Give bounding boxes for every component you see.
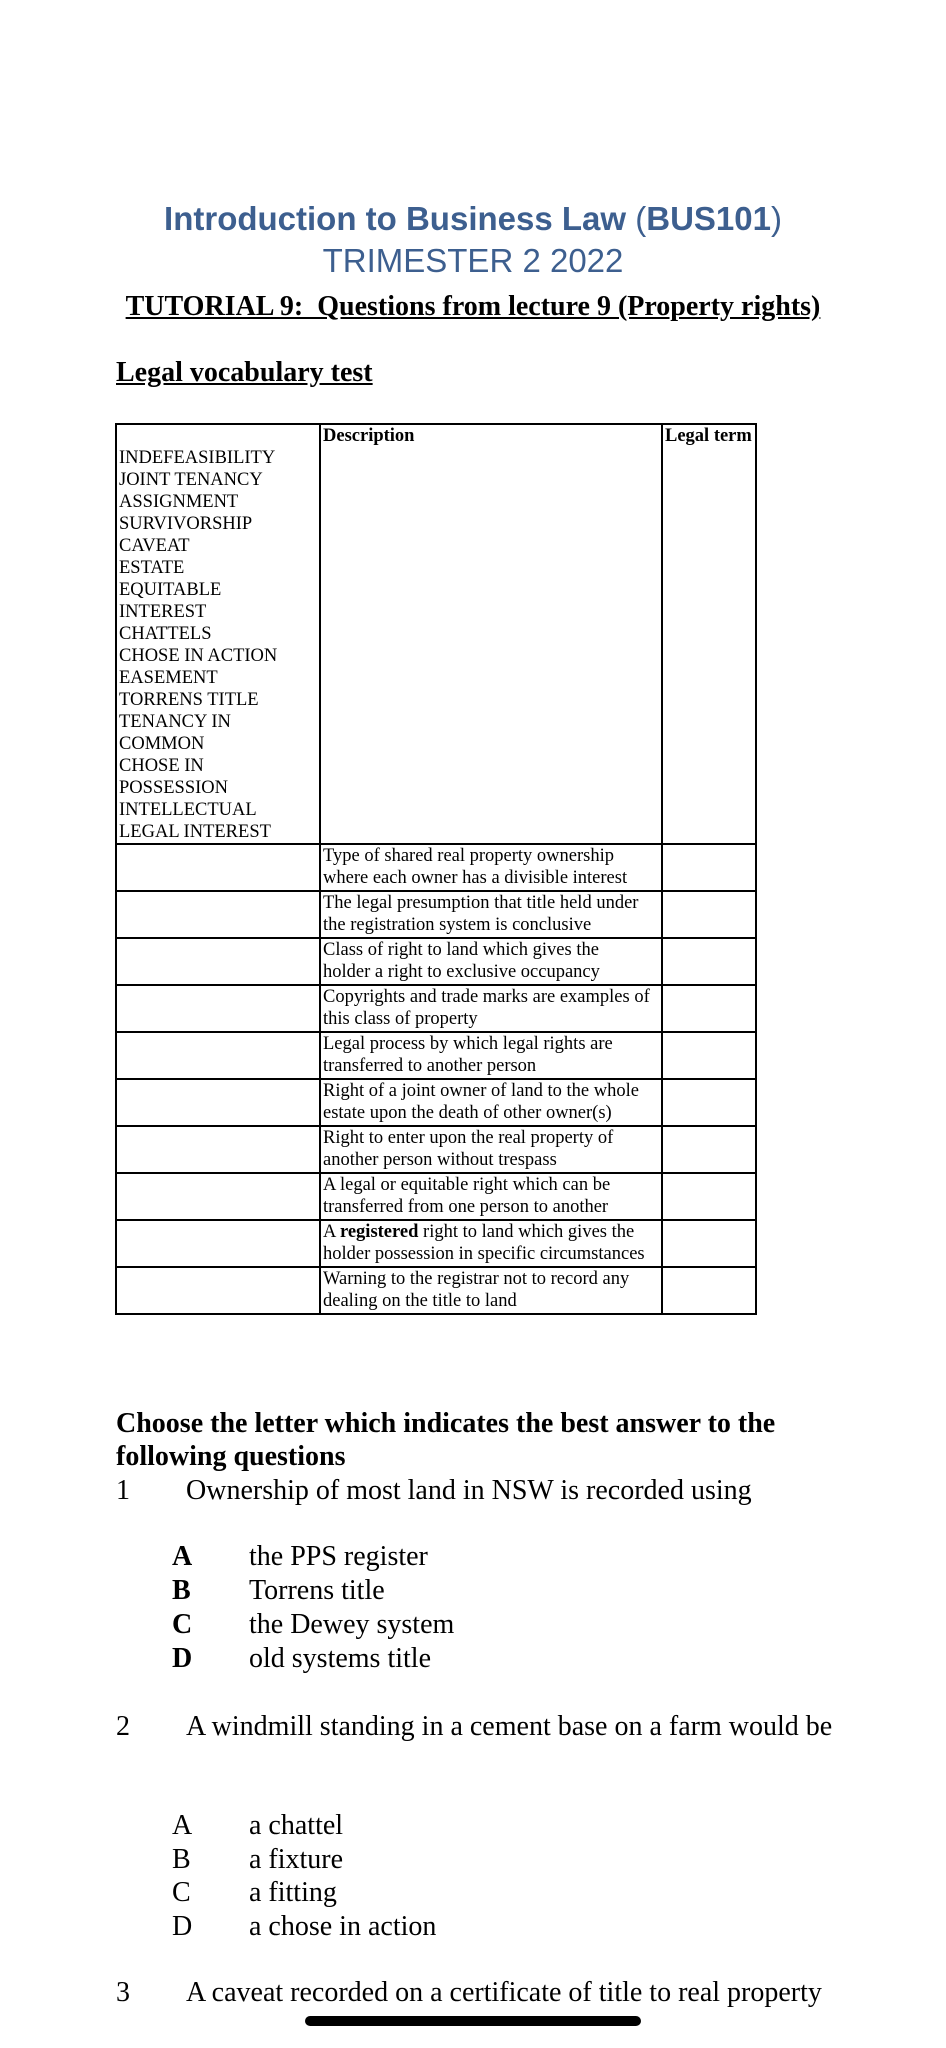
blank-cell[interactable] — [116, 1079, 320, 1126]
question-text: Ownership of most land in NSW is recorded using — [186, 1475, 752, 1506]
option-text: a chose in action — [249, 1911, 437, 1942]
description-cell — [320, 1079, 662, 1126]
option-a[interactable] — [172, 1809, 343, 1843]
term-item: CHOSE IN ACTION — [119, 646, 278, 666]
description-line: this class of property — [323, 1009, 478, 1029]
blank-cell[interactable] — [116, 985, 320, 1032]
option-letter: A — [172, 1810, 193, 1841]
option-b[interactable] — [172, 1574, 385, 1608]
description-line: Copyrights and trade marks are examples of — [323, 987, 650, 1007]
term-item: TORRENS TITLE — [119, 690, 259, 710]
question-3 — [116, 1976, 836, 2010]
course-name: Introduction to Business Law — [164, 200, 627, 237]
term-item: POSSESSION — [119, 778, 228, 798]
section-title: Legal vocabulary test — [116, 357, 373, 388]
legal-term-cell[interactable] — [662, 1267, 756, 1314]
home-indicator[interactable] — [305, 2016, 641, 2026]
term-item: ESTATE — [119, 558, 185, 578]
option-letter: B — [172, 1844, 191, 1875]
trimester: TRIMESTER 2 2022 — [322, 242, 624, 279]
description-cell — [320, 938, 662, 985]
option-a[interactable] — [172, 1540, 428, 1574]
paren-open: ( — [635, 200, 647, 237]
option-letter: D — [172, 1911, 193, 1942]
option-text: the PPS register — [249, 1541, 428, 1572]
description-line: the registration system is conclusive — [323, 915, 592, 935]
description-line: A legal or equitable right which can be — [323, 1175, 611, 1195]
description-cell — [320, 1173, 662, 1220]
description-line: transferred from one person to another — [323, 1197, 609, 1217]
blank-cell[interactable] — [116, 844, 320, 891]
vocab-table — [115, 423, 757, 1315]
description-header: Description — [320, 424, 662, 844]
description-cell — [320, 1032, 662, 1079]
term-item: INDEFEASIBILITY — [119, 448, 276, 468]
table-row — [116, 985, 756, 1032]
blank-cell[interactable] — [116, 1126, 320, 1173]
description-cell — [320, 985, 662, 1032]
registered-emphasis: registered — [339, 1222, 419, 1242]
description-line: another person without trespass — [323, 1150, 557, 1170]
blank-cell[interactable] — [116, 1032, 320, 1079]
option-text: a fixture — [249, 1844, 344, 1875]
table-row — [116, 938, 756, 985]
option-letter: C — [172, 1877, 191, 1908]
legal-term-cell[interactable] — [662, 891, 756, 938]
blank-cell[interactable] — [116, 891, 320, 938]
term-item: EASEMENT — [119, 668, 218, 688]
term-item: INTELLECTUAL — [119, 800, 257, 820]
question-1 — [116, 1474, 836, 1508]
description-text: right to land which gives the — [418, 1222, 635, 1242]
table-row — [116, 1079, 756, 1126]
description-line: Right of a joint owner of land to the whole — [323, 1081, 639, 1101]
table-row — [116, 1220, 756, 1267]
option-c[interactable] — [172, 1608, 454, 1642]
term-item: CHOSE IN — [119, 756, 204, 776]
table-row — [116, 1126, 756, 1173]
option-d[interactable] — [172, 1642, 431, 1676]
description-line: Right to enter upon the real property of — [323, 1128, 614, 1148]
description-line: Warning to the registrar not to record any — [323, 1269, 630, 1289]
course-code: BUS101 — [646, 200, 771, 237]
legal-term-cell[interactable] — [662, 938, 756, 985]
description-line: The legal presumption that title held under — [323, 893, 639, 913]
table-row — [116, 844, 756, 891]
description-cell — [320, 1126, 662, 1173]
blank-cell[interactable] — [116, 1267, 320, 1314]
question-2 — [116, 1710, 836, 1744]
description-line: holder possession in specific circumstances — [323, 1244, 645, 1264]
term-item: CAVEAT — [119, 536, 190, 556]
term-item: CHATTELS — [119, 624, 212, 644]
option-text: the Dewey system — [249, 1609, 455, 1640]
description-line: transferred to another person — [323, 1056, 537, 1076]
option-b[interactable] — [172, 1843, 343, 1877]
term-list — [119, 425, 317, 843]
term-item: COMMON — [119, 734, 205, 754]
option-letter: B — [172, 1575, 191, 1606]
legal-term-header: Legal term — [662, 424, 756, 844]
option-text: Torrens title — [249, 1575, 385, 1606]
term-item: ASSIGNMENT — [119, 492, 239, 512]
legal-term-cell[interactable] — [662, 1220, 756, 1267]
table-row — [116, 1267, 756, 1314]
option-d[interactable] — [172, 1910, 436, 1944]
description-line: Legal process by which legal rights are — [323, 1034, 613, 1054]
option-text: a fitting — [249, 1877, 337, 1908]
table-row — [116, 891, 756, 938]
option-c[interactable] — [172, 1876, 337, 1910]
legal-term-cell[interactable] — [662, 985, 756, 1032]
table-row — [116, 1173, 756, 1220]
blank-cell[interactable] — [116, 938, 320, 985]
tutorial-title: TUTORIAL 9: Questions from lecture 9 (Property rights) — [125, 291, 821, 322]
legal-term-cell[interactable] — [662, 1173, 756, 1220]
description-line: where each owner has a divisible interest — [323, 868, 628, 888]
description-line: dealing on the title to land — [323, 1291, 517, 1311]
description-line: Type of shared real property ownership — [323, 846, 615, 866]
description-line — [323, 1221, 659, 1243]
description-cell — [320, 891, 662, 938]
term-item: INTEREST — [119, 602, 207, 622]
legal-term-cell[interactable] — [662, 844, 756, 891]
table-row — [116, 1032, 756, 1079]
question-text: A caveat recorded on a certificate of title to real property — [186, 1977, 822, 2008]
course-title — [0, 200, 946, 238]
option-text: old systems title — [249, 1643, 431, 1674]
term-item: JOINT TENANCY — [119, 470, 263, 490]
term-item: TENANCY IN — [119, 712, 231, 732]
description-cell — [320, 1220, 662, 1267]
option-text: a chattel — [249, 1810, 344, 1841]
description-line: holder a right to exclusive occupancy — [323, 962, 600, 982]
term-item: SURVIVORSHIP — [119, 514, 253, 534]
blank-cell[interactable] — [116, 1220, 320, 1267]
description-cell — [320, 1267, 662, 1314]
term-item: LEGAL INTEREST — [119, 822, 271, 842]
option-letter: D — [172, 1643, 193, 1674]
blank-cell[interactable] — [116, 1173, 320, 1220]
mc-heading: Choose the letter which indicates the best answer to the following questions — [116, 1408, 776, 1472]
legal-term-cell[interactable] — [662, 1032, 756, 1079]
option-letter: A — [172, 1541, 193, 1572]
legal-term-cell[interactable] — [662, 1126, 756, 1173]
legal-term-cell[interactable] — [662, 1079, 756, 1126]
terms-cell — [116, 424, 320, 844]
term-item: EQUITABLE — [119, 580, 222, 600]
question-number: 3 — [116, 1977, 130, 2008]
paren-close: ) — [770, 200, 782, 237]
description-line: Class of right to land which gives the — [323, 940, 599, 960]
question-text: A windmill standing in a cement base on a farm would be — [186, 1711, 833, 1742]
option-letter: C — [172, 1609, 193, 1640]
vocab-header-row — [116, 424, 756, 844]
question-number: 2 — [116, 1711, 130, 1742]
question-number: 1 — [116, 1475, 130, 1506]
description-text: A — [323, 1222, 340, 1242]
description-cell — [320, 844, 662, 891]
description-line: estate upon the death of other owner(s) — [323, 1103, 612, 1123]
